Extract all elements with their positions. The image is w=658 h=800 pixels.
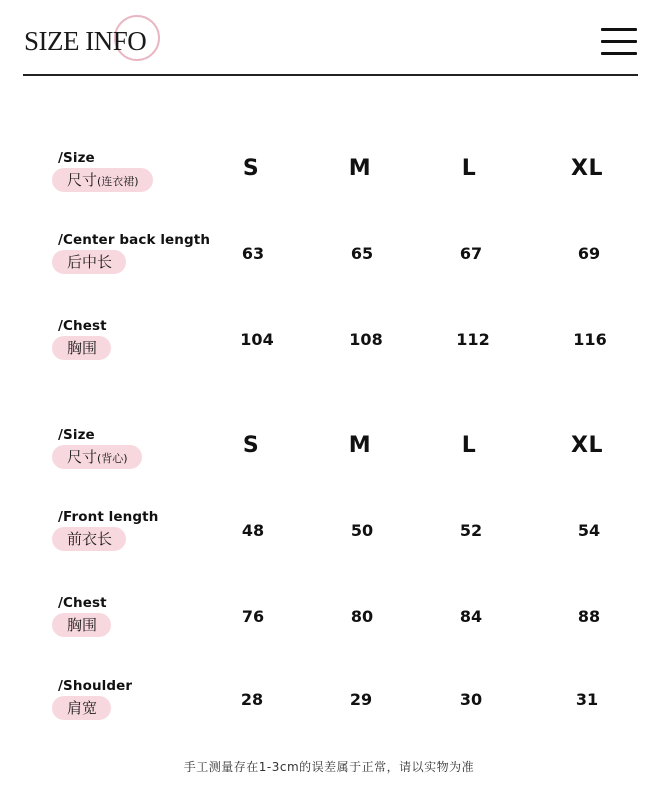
value-cell: 84 — [459, 607, 483, 626]
size-header-xl: XL — [571, 156, 603, 181]
size-header-s: S — [242, 433, 260, 458]
row-label-en: /Chest — [58, 318, 107, 334]
row-label-zh: 肩宽 — [52, 696, 111, 720]
value-cell: 54 — [577, 521, 601, 540]
header-divider — [23, 74, 638, 76]
size-header-m: M — [348, 433, 372, 458]
row-label-en: /Size — [58, 150, 95, 166]
row-label-zh: 尺寸(连衣裙) — [52, 168, 153, 192]
value-cell: 67 — [459, 244, 483, 263]
row-label-en: /Front length — [58, 509, 159, 525]
value-cell: 76 — [241, 607, 265, 626]
row-label-zh: 尺寸(背心) — [52, 445, 142, 469]
size-header-l: L — [461, 433, 477, 458]
size-header-m: M — [348, 156, 372, 181]
value-cell: 30 — [459, 690, 483, 709]
value-cell: 48 — [241, 521, 265, 540]
page-title: SIZE INFO — [24, 26, 147, 56]
row-label-zh: 胸围 — [52, 613, 111, 637]
value-cell: 50 — [350, 521, 374, 540]
menu-icon[interactable] — [601, 28, 637, 56]
value-cell: 63 — [241, 244, 265, 263]
row-label-zh: 后中长 — [52, 250, 126, 274]
value-cell: 116 — [573, 330, 607, 349]
dress-chest-row — [0, 318, 658, 378]
size-header-s: S — [242, 156, 260, 181]
header — [0, 0, 658, 76]
value-cell: 108 — [349, 330, 383, 349]
dress-center-back-length-row — [0, 232, 658, 292]
row-label-en: /Center back length — [58, 232, 211, 248]
row-label-zh: 前衣长 — [52, 527, 126, 551]
value-cell: 29 — [349, 690, 373, 709]
row-label-en: /Shoulder — [58, 678, 133, 694]
value-cell: 112 — [456, 330, 490, 349]
size-header-l: L — [461, 156, 477, 181]
value-cell: 69 — [577, 244, 601, 263]
dress-size-row — [0, 150, 658, 210]
vest-size-row — [0, 427, 658, 487]
vest-chest-row — [0, 595, 658, 655]
value-cell: 65 — [350, 244, 374, 263]
row-label-zh: 胸围 — [52, 336, 111, 360]
value-cell: 52 — [459, 521, 483, 540]
row-label-en: /Size — [58, 427, 95, 443]
value-cell: 88 — [577, 607, 601, 626]
vest-front-length-row — [0, 509, 658, 569]
size-header-xl: XL — [571, 433, 603, 458]
value-cell: 80 — [350, 607, 374, 626]
vest-shoulder-row — [0, 678, 658, 738]
value-cell: 28 — [240, 690, 264, 709]
measurement-footnote: 手工测量存在1-3cm的误差属于正常，请以实物为准 — [183, 760, 475, 774]
row-label-en: /Chest — [58, 595, 107, 611]
value-cell: 31 — [575, 690, 599, 709]
value-cell: 104 — [240, 330, 274, 349]
